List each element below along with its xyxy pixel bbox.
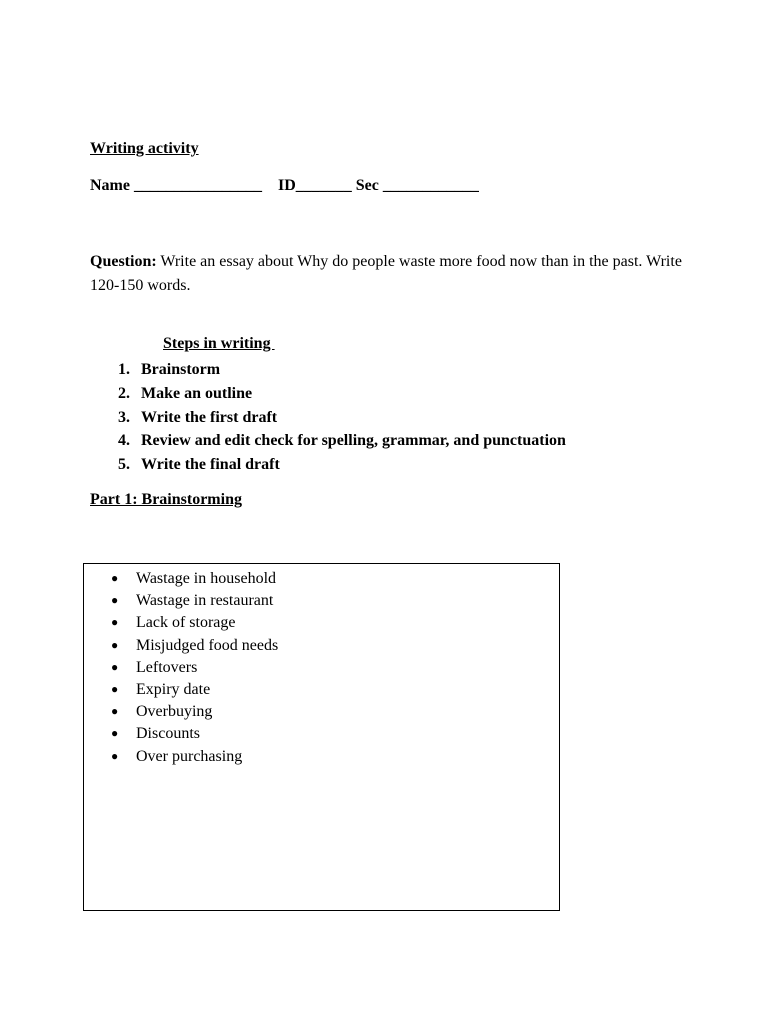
- step-label: Write the first draft: [141, 408, 278, 426]
- page-title: Writing activity: [90, 140, 199, 157]
- idea-text: Expiry date: [136, 680, 211, 698]
- step-item: [118, 406, 566, 430]
- step-number: 5.: [118, 456, 130, 474]
- idea-text: Discounts: [136, 725, 200, 743]
- step-number: 2.: [118, 384, 130, 402]
- bullet-dot-icon: ●: [111, 615, 119, 630]
- brainstorm-list: [111, 567, 278, 767]
- list-item: [111, 678, 278, 700]
- steps-list: [118, 358, 566, 477]
- list-item: [111, 700, 278, 722]
- steps-heading: Steps in writing: [163, 335, 275, 352]
- part1-heading: Part 1: Brainstorming: [90, 491, 242, 508]
- step-number: 3.: [118, 408, 130, 426]
- step-number: 4.: [118, 432, 130, 450]
- list-item: [111, 722, 278, 744]
- idea-text: Wastage in restaurant: [136, 592, 274, 610]
- step-label: Write the final draft: [141, 456, 280, 474]
- bullet-dot-icon: ●: [111, 704, 119, 719]
- brainstorm-box: [83, 563, 560, 911]
- student-info-line: Name ________________ ID_______ Sec ____________: [90, 177, 479, 194]
- bullet-dot-icon: ●: [111, 748, 119, 763]
- step-item: [118, 429, 566, 453]
- bullet-dot-icon: ●: [111, 681, 119, 696]
- step-label: Make an outline: [141, 384, 253, 402]
- idea-text: Wastage in household: [136, 570, 277, 587]
- idea-text: Lack of storage: [136, 614, 236, 632]
- list-item: [111, 589, 278, 611]
- list-item: [111, 745, 278, 767]
- step-item: [118, 453, 566, 477]
- bullet-dot-icon: ●: [111, 659, 119, 674]
- bullet-dot-icon: ●: [111, 571, 119, 585]
- list-item: [111, 567, 278, 589]
- idea-text: Overbuying: [136, 703, 213, 721]
- step-number: 1.: [118, 361, 130, 378]
- step-label: Brainstorm: [141, 361, 221, 378]
- step-item: [118, 358, 566, 382]
- essay-question: [90, 250, 690, 298]
- step-item: [118, 382, 566, 406]
- bullet-dot-icon: ●: [111, 637, 119, 652]
- question-label: Question:: [90, 253, 157, 270]
- idea-text: Misjudged food needs: [136, 636, 279, 654]
- list-item: [111, 611, 278, 633]
- idea-text: Leftovers: [136, 658, 198, 676]
- list-item: [111, 634, 278, 656]
- bullet-dot-icon: ●: [111, 726, 119, 741]
- bullet-dot-icon: ●: [111, 593, 119, 608]
- question-text: Write an essay about Why do people waste more food now than in the past. Write 120-150 words.: [90, 253, 682, 294]
- step-label: Review and edit check for spelling, grammar, and punctuation: [141, 432, 566, 450]
- list-item: [111, 656, 278, 678]
- idea-text: Over purchasing: [136, 747, 243, 765]
